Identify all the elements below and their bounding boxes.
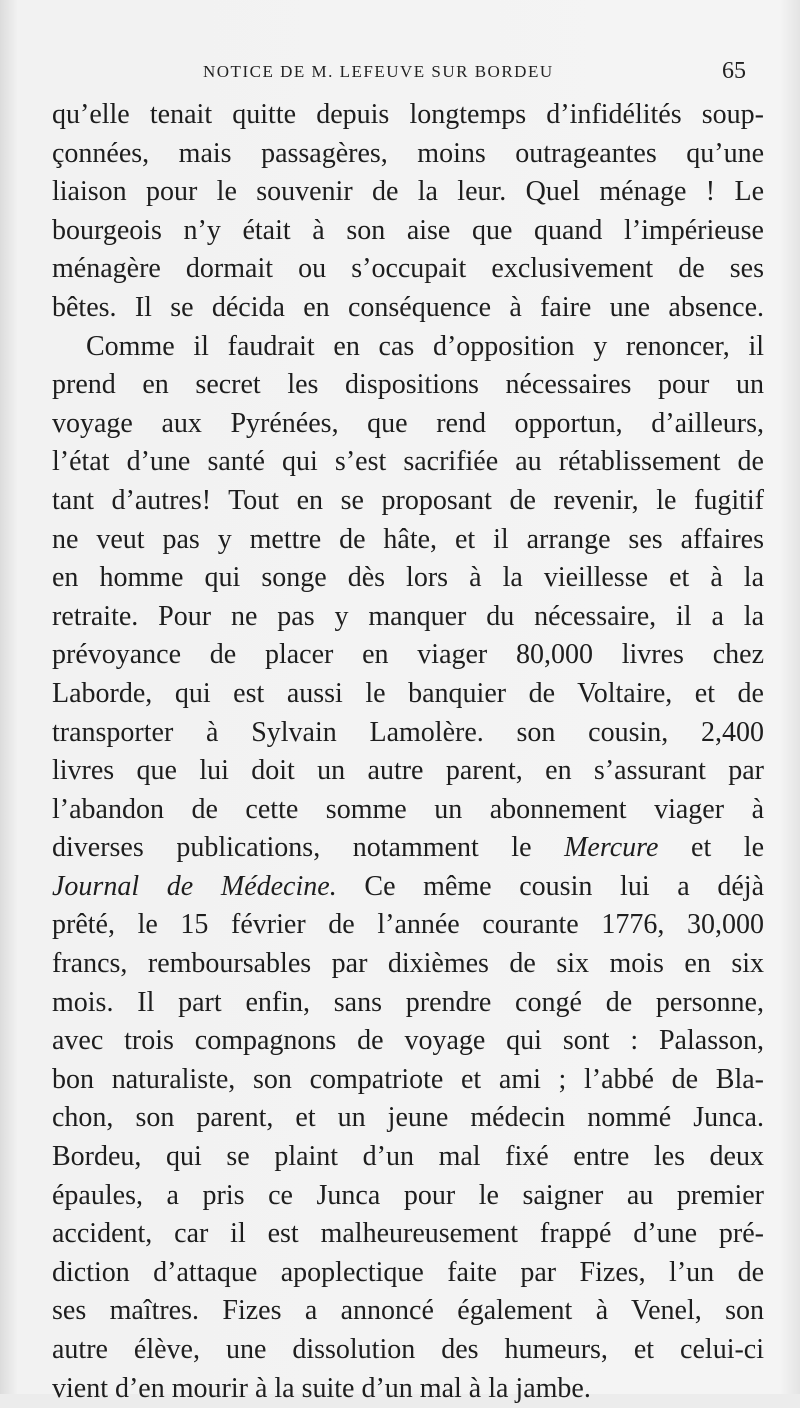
text-line: en homme qui songe dès lors à la vieillesse et à la [52, 562, 764, 594]
text-line: prêté, le 15 février de l’année courante 1776, 30,000 [52, 909, 764, 941]
text-line: accident, car il est malheureusement frappé d’une pré- [52, 1218, 764, 1250]
text-segment: et le [691, 832, 765, 864]
text-line: voyage aux Pyrénées, que rend opportun, d’ailleurs, [52, 407, 764, 439]
text-line: l’abandon de cette somme un abonnement viager à [52, 793, 764, 825]
text-line: chon, son parent, et un jeune médecin nommé Junca. [52, 1102, 764, 1134]
text-line: bourgeois n’y était à son aise que quand l’impérieuse [52, 214, 764, 246]
text-line: vient d’en mourir à la suite d’un mal à la jambe. [52, 1372, 591, 1404]
text-line: çonnées, mais passagères, moins outrageantes qu’une [52, 137, 764, 169]
italic-title-mercure: Mercure [564, 832, 659, 864]
text-line: transporter à Sylvain Lamolère. son cousin, 2,400 [52, 716, 764, 748]
italic-title-journal: Journal de Médecine. [52, 870, 337, 902]
text-line: autre élève, une dissolution des humeurs, et celui-ci [52, 1334, 764, 1365]
text-line: prévoyance de placer en viager 80,000 livres chez [52, 639, 764, 671]
text-line: épaules, a pris ce Junca pour le saigner au premier [52, 1179, 764, 1211]
text-line: prend en secret les dispositions nécessaires pour un [52, 369, 764, 401]
text-line: l’état d’une santé qui s’est sacrifiée au rétablissement de [52, 446, 764, 478]
text-line: tant d’autres! Tout en se proposant de revenir, le fugitif [52, 484, 764, 516]
text-line: francs, remboursables par dixièmes de six mois en six [52, 948, 764, 980]
page-header [0, 58, 800, 88]
text-line: Bordeu, qui se plaint d’un mal fixé entre les deux [52, 1141, 764, 1173]
text-line: Laborde, qui est aussi le banquier de Voltaire, et de [52, 677, 764, 709]
text-line-with-italic [52, 868, 764, 907]
text-line-with-italic [52, 829, 764, 868]
text-line: qu’elle tenait quitte depuis longtemps d’infidélités soup- [52, 99, 764, 130]
text-segment: Ce même cousin lui a déjà [364, 870, 765, 902]
text-line: ménagère dormait ou s’occupait exclusivement de ses [52, 253, 764, 285]
text-line: mois. Il part enfin, sans prendre congé de personne, [52, 986, 764, 1018]
text-line: retraite. Pour ne pas y manquer du nécessaire, il a la [52, 600, 764, 632]
text-line: livres que lui doit un autre parent, en s’assurant par [52, 755, 764, 787]
paragraph-start-line: Comme il faudrait en cas d’opposition y renoncer, il [86, 330, 764, 362]
text-line: diction d’attaque apoplectique faite par Fizes, l’un de [52, 1256, 764, 1288]
body-text [52, 96, 764, 1408]
text-line: ses maîtres. Fizes a annoncé également à Venel, son [52, 1295, 764, 1327]
running-title: NOTICE DE M. LEFEUVE SUR BORDEU [203, 62, 554, 81]
text-line: avec trois compagnons de voyage qui sont : Palasson, [52, 1025, 764, 1057]
page-number: 65 [722, 58, 746, 84]
text-segment: diverses publications, notamment le [52, 832, 532, 864]
text-line: bêtes. Il se décida en conséquence à faire une absence. [52, 291, 764, 323]
text-line: ne veut pas y mettre de hâte, et il arrange ses affaires [52, 523, 764, 555]
text-line: liaison pour le souvenir de la leur. Quel ménage ! Le [52, 176, 764, 208]
text-line: bon naturaliste, son compatriote et ami ; l’abbé de Bla- [52, 1063, 764, 1095]
